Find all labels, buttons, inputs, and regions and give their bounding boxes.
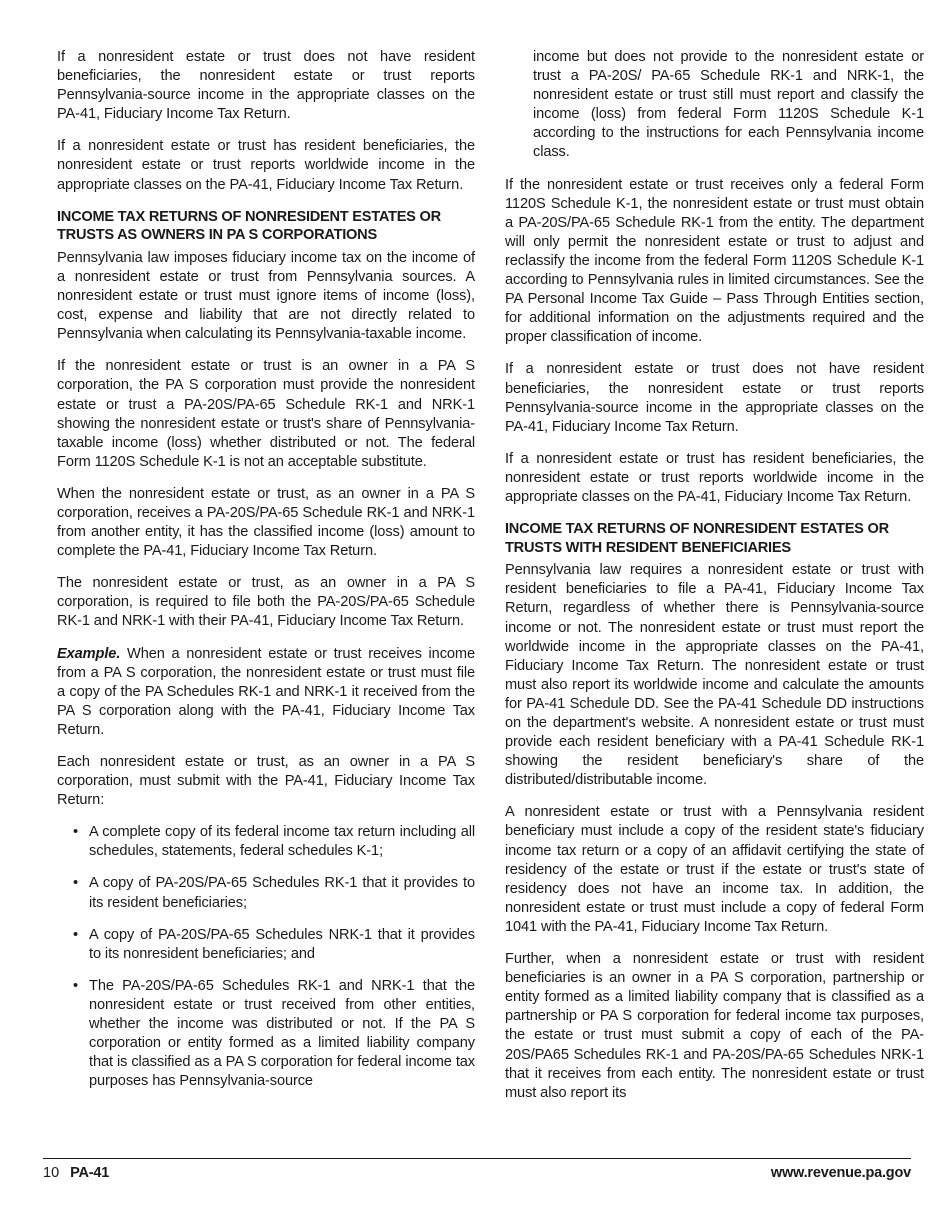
paragraph: Pennsylvania law requires a nonresident estate or trust with resident beneficiaries to file a PA-41, Fiduciary Income Tax Return, regardless of whether there is Pennsylvania-source income or not. The nonresident estate or trust must report the worldwide income in the appropriate classes on the PA-41, Fiduciary Income Tax Return. The nonresident estate or trust must also report its worldwide income and calculate the amounts for PA-41 Schedule DD. See the PA-41 Schedule DD instructions on the department's website. A nonresident estate or trust must provide each resident beneficiary with a PA-41 Schedule RK-1 showing the resident beneficiary's share of the distributed/distributable income. xyxy=(505,562,924,789)
list-item-text: A copy of PA-20S/PA-65 Schedules RK-1 that it provides to its resident beneficiaries; xyxy=(89,875,475,911)
section-heading-resident-beneficiaries: INCOME TAX RETURNS OF NONRESIDENT ESTATES OR TRUSTS WITH RESIDENT BENEFICIARIES xyxy=(505,521,889,556)
paragraph: If the nonresident estate or trust receives only a federal Form 1120S Schedule K-1, the nonresident estate or trust must obtain a PA-20S/PA-65 Schedule RK-1 from the entity. The department will only permit the nonresident estate or trust to adjust and reclassify the income from the federal Form 1120S Schedule K-1 according to Pennsylvania rules in limited circumstances. See the PA Personal Income Tax Guide – Pass Through Entities section, for additional information on the adjustments required and the proper classification of income. xyxy=(505,176,924,346)
bullet-icon: • xyxy=(73,875,79,892)
paragraph: If a nonresident estate or trust has resident beneficiaries, the nonresident estate or trust reports worldwide income in the appropriate classes on the PA-41, Fiduciary Income Tax Return. xyxy=(57,138,475,193)
list-item-text: A copy of PA-20S/PA-65 Schedules NRK-1 that it provides to its nonresident beneficiaries; and xyxy=(89,926,475,962)
example-text: When a nonresident estate or trust receives income from a PA S corporation, the nonresident estate or trust must file a copy of the PA Schedules RK-1 and NRK-1 it received from the PA S corporation along with the PA-41, Fiduciary Income Tax Return. xyxy=(57,645,475,738)
form-identifier: PA-41 xyxy=(70,1165,110,1181)
left-column xyxy=(57,48,475,1091)
example-label: Example. xyxy=(57,645,121,662)
bullet-icon: • xyxy=(73,977,79,994)
example-paragraph xyxy=(57,645,475,740)
two-column-body xyxy=(57,48,924,1143)
paragraph: When the nonresident estate or trust, as an owner in a PA S corporation, receives a PA-20S/PA-65 Schedule RK-1 and NRK-1 from another entity, it has the classified income (loss) amount to complete the PA-41, Fiduciary Income Tax Return. xyxy=(57,485,475,560)
paragraph: Further, when a nonresident estate or trust with resident beneficiaries is an owner in a PA S corporation, partnership or entity formed as a limited liability company that is classified as a partnership or PA S corporation for federal income tax purposes, the estate or trust must submit a copy of each of the PA-20S/PA65 Schedules RK-1 and PA-20S/PA-65 Schedules NRK-1 that it receives from each entity. The nonresident estate or trust must also report its xyxy=(505,951,924,1101)
list-item-text: The PA-20S/PA-65 Schedules RK-1 and NRK-1 that the nonresident estate or trust received from other entities, whether the income was distributed or not. If the PA S corporation or entity formed as a limited liability company that is classified as a PA S corporation for federal income tax purposes has Pennsylvania-source xyxy=(89,977,475,1090)
paragraph: If a nonresident estate or trust does not have resident beneficiaries, the nonresident estate or trust reports Pennsylvania-source income in the appropriate classes on the PA-41, Fiduciary Income Tax Return. xyxy=(505,361,924,435)
paragraph: Pennsylvania law imposes fiduciary income tax on the income of a nonresident estate or trust from Pennsylvania sources. A nonresident estate or trust must ignore items of income (loss), cost, expense and liability that are not directly related to Pennsylvania when calculating its Pennsylvania-taxable income. xyxy=(57,249,475,343)
department-website: www.revenue.pa.gov xyxy=(770,1165,911,1181)
bullet-icon: • xyxy=(73,824,79,841)
right-column xyxy=(505,48,924,1103)
bullet-icon: • xyxy=(73,926,79,943)
paragraph: If a nonresident estate or trust does not have resident beneficiaries, the nonresident estate or trust reports Pennsylvania-source income in the appropriate classes on the PA-41, Fiduciary Income Tax Return. xyxy=(57,49,475,123)
paragraph: Each nonresident estate or trust, as an owner in a PA S corporation, must submit with the PA-41, Fiduciary Income Tax Return: xyxy=(57,754,475,809)
paragraph: If the nonresident estate or trust is an owner in a PA S corporation, the PA S corporation must provide the nonresident estate or trust a PA-20S/PA-65 Schedule RK-1 and NRK-1 showing the nonresident estate or trust's share of Pennsylvania-taxable income (loss) whether distributed or not. The federal Form 1120S Schedule K-1 is not an acceptable substitute. xyxy=(57,358,475,470)
paragraph: If a nonresident estate or trust has resident beneficiaries, the nonresident estate or trust reports worldwide income in the appropriate classes on the PA-41, Fiduciary Income Tax Return. xyxy=(505,450,924,505)
list-item-text: A complete copy of its federal income tax return including all schedules, statements, federal schedules K-1; xyxy=(89,824,475,860)
submission-requirements-list xyxy=(57,823,475,1091)
page-number: 10 xyxy=(43,1165,60,1181)
paragraph: A nonresident estate or trust with a Pennsylvania resident beneficiary must include a copy of the resident state's fiduciary income tax return or a copy of an affidavit certifying the state of residency of the estate or trust if the estate or trust's state of residency does not have an income tax. In addition, the nonresident estate or trust must include a copy of federal Form 1041 with the PA-41, Fiduciary Income Tax Return. xyxy=(505,804,924,935)
page-footer xyxy=(43,1158,911,1181)
paragraph: The nonresident estate or trust, as an owner in a PA S corporation, is required to file both the PA-20S/PA-65 Schedule RK-1 and NRK-1 with their PA-41, Fiduciary Income Tax Return. xyxy=(57,575,475,630)
paragraph-continued: income but does not provide to the nonresident estate or trust a PA-20S/ PA-65 Schedule RK-1 and NRK-1, the nonresident estate or trust still must report and classify the income (loss) from federal Form 1120S Schedule K-1 according to the instructions for each Pennsylvania income class. xyxy=(533,49,924,161)
list-item xyxy=(57,823,475,861)
list-item xyxy=(57,977,475,1092)
footer-left-group xyxy=(43,1165,109,1181)
section-heading-nonresident-owners-pa-s-corps: INCOME TAX RETURNS OF NONRESIDENT ESTATES OR TRUSTS AS OWNERS IN PA S CORPORATIONS xyxy=(57,208,441,244)
list-item xyxy=(57,926,475,964)
list-item xyxy=(57,874,475,912)
